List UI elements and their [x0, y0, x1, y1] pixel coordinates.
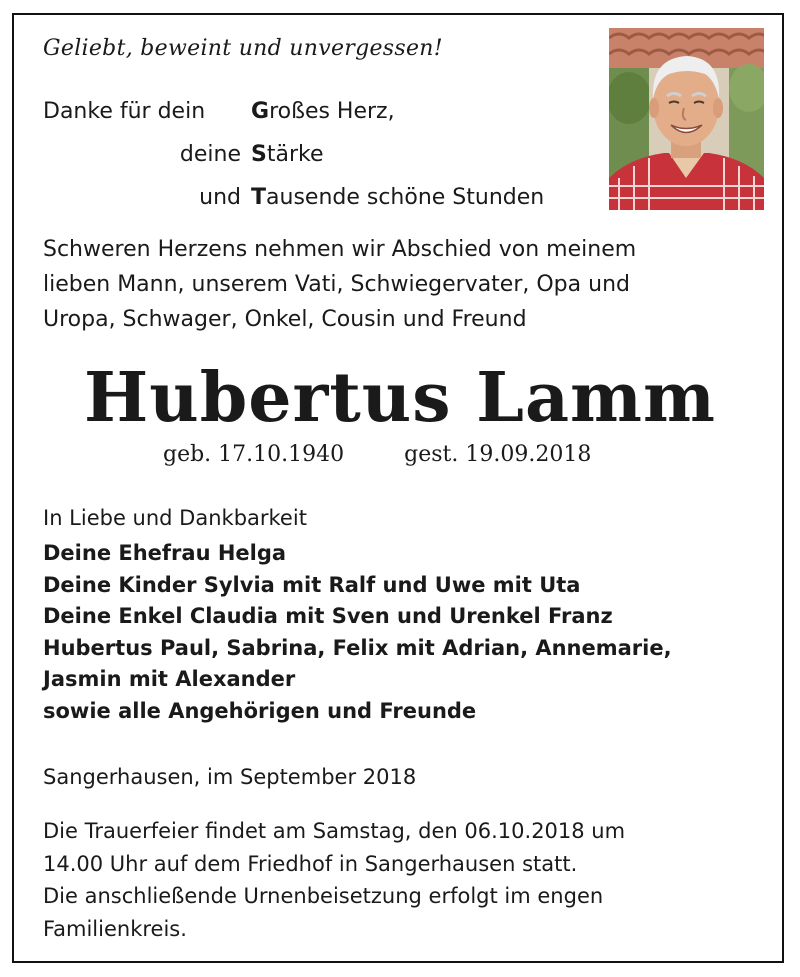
thanks-line-2 [43, 142, 324, 167]
ceremony-line: Familienkreis. [43, 916, 187, 941]
thanks-initial: G [251, 99, 270, 124]
thanks-rest: roßes Herz, [269, 99, 395, 124]
thanks-lead: und [199, 185, 241, 210]
intro-line: Schweren Herzens nehmen wir Abschied von meinem [43, 237, 637, 262]
mourner-line: Deine Enkel Claudia mit Sven und Urenkel Franz [43, 604, 613, 628]
thanks-line-1 [43, 99, 395, 124]
thanks-initial: S [251, 142, 267, 167]
birth-date: geb. 17.10.1940 [163, 442, 345, 467]
mourner-line: Deine Ehefrau Helga [43, 541, 287, 565]
portrait-image [609, 28, 764, 210]
mourner-line: Hubertus Paul, Sabrina, Felix mit Adrian, Annemarie, [43, 635, 672, 660]
deceased-name: Hubertus Lamm [84, 358, 716, 438]
thanks-line-3 [43, 185, 544, 210]
thanks-initial: T [251, 185, 267, 210]
ceremony-info [43, 815, 743, 945]
mourner-line: Deine Kinder Sylvia mit Ralf und Uwe mit Uta [43, 572, 581, 597]
thanks-rest: tärke [266, 142, 324, 167]
closing-phrase: In Liebe und Dankbarkeit [43, 506, 307, 530]
intro-paragraph [43, 232, 723, 337]
portrait-photo [609, 28, 764, 210]
life-dates [163, 442, 591, 467]
intro-line: lieben Mann, unserem Vati, Schwiegervater, Opa und [43, 272, 630, 297]
mourners-list [43, 538, 763, 727]
ceremony-line: Die anschließende Urnenbeisetzung erfolgt im engen [43, 884, 604, 908]
mourner-line: sowie alle Angehörigen und Freunde [43, 698, 477, 723]
thanks-lead: deine [179, 142, 241, 167]
thanks-lead: Danke für dein [43, 99, 206, 124]
death-date: gest. 19.09.2018 [404, 442, 592, 467]
ceremony-line: 14.00 Uhr auf dem Friedhof in Sangerhausen statt. [43, 851, 578, 876]
thanks-rest: ausende schöne Stunden [266, 185, 545, 210]
intro-line: Uropa, Schwager, Onkel, Cousin und Freund [43, 307, 527, 332]
ceremony-line: Die Trauerfeier findet am Samstag, den 06.10.2018 um [43, 819, 626, 843]
motto-line: Geliebt, beweint und unvergessen! [43, 36, 443, 61]
place-and-date: Sangerhausen, im September 2018 [43, 765, 417, 789]
mourner-line: Jasmin mit Alexander [43, 667, 296, 691]
